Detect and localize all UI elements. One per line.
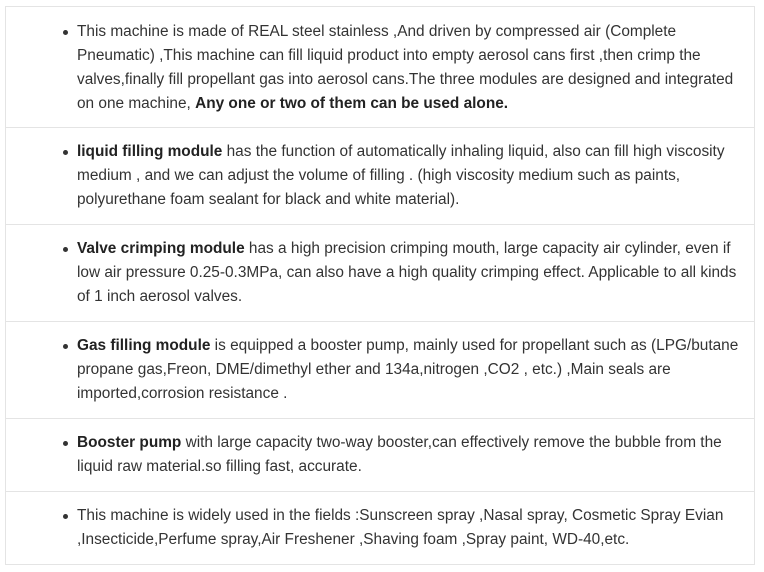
feature-description: This machine is made of REAL steel stainless ,And driven by compressed air (Complete Pneumatic) ,This machine can fill liquid product into empty aerosol cans first ,then crimp the valves,finally fill propellant gas into aerosol cans.The three modules are designed and integrated on one machine, (77, 23, 734, 112)
feature-description: is equipped a booster pump, mainly used for propellant such as (LPG/butane propane gas,Freon, DME/dimethyl ether and 134a,nitrogen ,CO2 , etc.) ,Main seals are imported,corrosion resistance . (77, 337, 739, 402)
feature-row (6, 322, 754, 419)
feature-row (6, 7, 754, 128)
bullet-icon (63, 441, 68, 446)
bullet-icon (63, 247, 68, 252)
bullet-icon (63, 150, 68, 155)
feature-table (5, 6, 755, 565)
feature-title: Booster pump (77, 434, 182, 451)
feature-description: with large capacity two-way booster,can effectively remove the bubble from the liquid raw material.so filling fast, accurate. (77, 434, 722, 475)
bullet-icon (63, 344, 68, 349)
bullet-icon (63, 30, 68, 35)
feature-text (77, 334, 750, 406)
feature-description: This machine is widely used in the fields :Sunscreen spray ,Nasal spray, Cosmetic Spray Evian ,Insecticide,Perfume spray,Air Freshener ,Shaving foam ,Spray paint, WD-40,etc. (77, 507, 724, 548)
feature-text (77, 431, 750, 479)
feature-title: liquid filling module (77, 143, 223, 160)
feature-row (6, 225, 754, 322)
feature-title: Valve crimping module (77, 240, 245, 257)
feature-description: has a high precision crimping mouth, large capacity air cylinder, even if low air pressure 0.25-0.3MPa, can also have a high quality crimping effect. Applicable to all kinds of 1 inch aerosol valves. (77, 240, 737, 305)
feature-row (6, 492, 754, 565)
feature-description: has the function of automatically inhaling liquid, also can fill high viscosity medium , and we can adjust the volume of filling . (high viscosity medium such as paints, polyurethane foam sealant for black and white material). (77, 143, 725, 208)
feature-row (6, 128, 754, 225)
feature-text (77, 140, 750, 212)
feature-row (6, 419, 754, 492)
feature-text (77, 237, 750, 309)
feature-title: Gas filling module (77, 337, 211, 354)
bullet-icon (63, 514, 68, 519)
feature-emphasis: Any one or two of them can be used alone. (195, 95, 509, 112)
feature-text (77, 20, 750, 116)
feature-text (77, 504, 750, 552)
